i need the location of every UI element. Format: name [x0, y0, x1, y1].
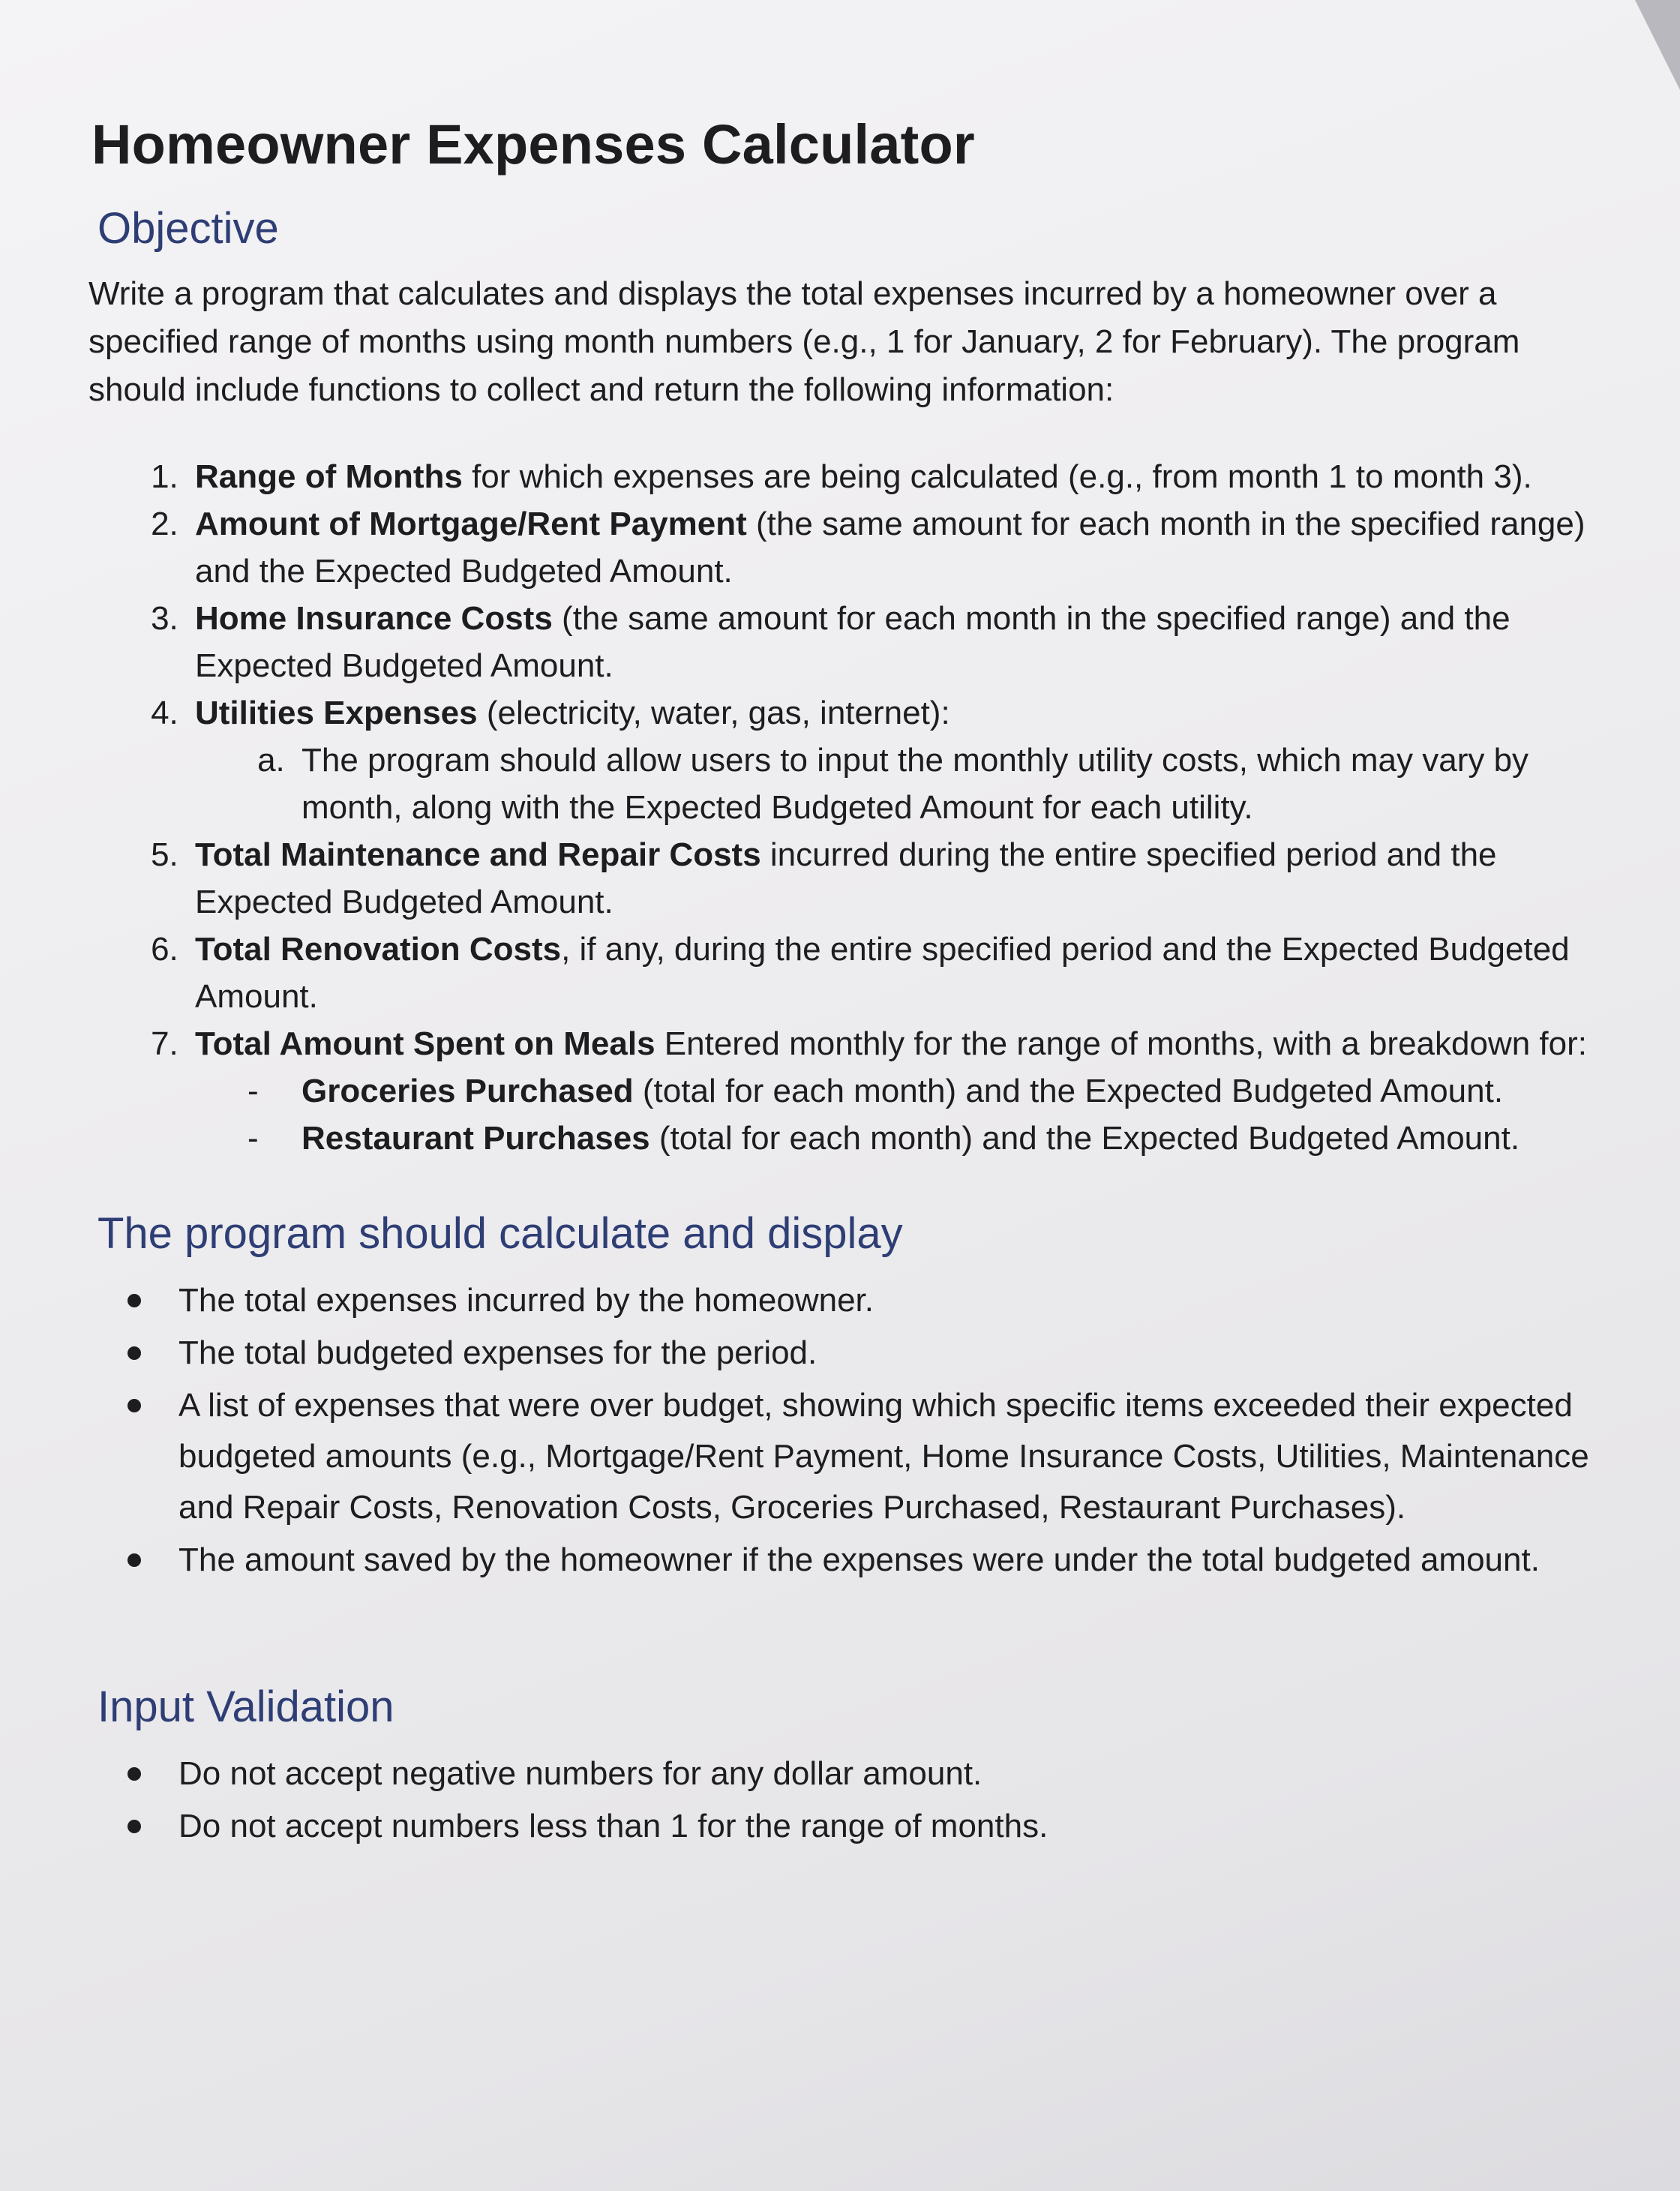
requirement-item — [188, 595, 1590, 689]
page-corner-shadow — [1635, 0, 1680, 90]
display-item: The amount saved by the homeowner if the expenses were under the total budgeted amount. — [178, 1535, 1590, 1586]
meals-breakdown-list — [195, 1067, 1590, 1162]
requirement-item — [188, 926, 1590, 1020]
requirement-item — [188, 500, 1590, 595]
requirements-list — [88, 453, 1590, 1162]
breakdown-label: Groceries Purchased — [302, 1073, 634, 1109]
page-title: Homeowner Expenses Calculator — [92, 113, 975, 176]
breakdown-text: (total for each month) and the Expected Budgeted Amount. — [633, 1073, 1504, 1109]
objective-intro: Write a program that calculates and displays the total expenses incurred by a homeowner over a specified range of months using month numbers (e.g., 1 for January, 2 for February). The program should include functions to collect and return the following information: — [88, 275, 1520, 408]
display-heading: The program should calculate and display — [98, 1209, 903, 1258]
requirement-text: Entered monthly for the range of months, with a breakdown for: — [655, 1025, 1588, 1062]
requirement-text: incurred during the entire specified period and the Expected Budgeted Amount. — [195, 836, 1497, 920]
validation-heading: Input Validation — [98, 1682, 394, 1731]
breakdown-text: (total for each month) and the Expected Budgeted Amount. — [650, 1120, 1520, 1157]
requirement-text: (the same amount for each month in the specified range) and the Expected Budgeted Amount. — [195, 600, 1510, 684]
meals-breakdown-item — [248, 1067, 1590, 1115]
display-list — [88, 1275, 1590, 1586]
requirement-label: Home Insurance Costs — [195, 600, 553, 637]
requirement-item — [188, 831, 1590, 926]
requirement-text: , if any, during the entire specified period and the Expected Budgeted Amount. — [195, 931, 1570, 1015]
requirement-label: Total Maintenance and Repair Costs — [195, 836, 761, 873]
validation-list — [88, 1748, 1590, 1852]
requirement-item — [188, 1020, 1590, 1162]
objective-heading: Objective — [98, 204, 279, 253]
display-item: The total budgeted expenses for the period. — [178, 1328, 1590, 1379]
validation-item: Do not accept negative numbers for any dollar amount. — [178, 1748, 1590, 1799]
requirement-text: (electricity, water, gas, internet): — [477, 695, 950, 731]
requirement-label: Amount of Mortgage/Rent Payment — [195, 506, 747, 542]
meals-breakdown-item — [248, 1115, 1590, 1162]
requirement-label: Range of Months — [195, 458, 463, 495]
requirement-label: Total Amount Spent on Meals — [195, 1025, 656, 1062]
requirement-label: Utilities Expenses — [195, 695, 478, 731]
display-item: A list of expenses that were over budget, showing which specific items exceeded their expected budgeted amounts (e.g., Mortgage/Rent Payment, Home Insurance Costs, Utilities, Maintenance and Repair Costs, Renovation Costs, Groceries Purchased, Restaurant Purchases). — [178, 1380, 1590, 1533]
requirement-label: Total Renovation Costs — [195, 931, 562, 968]
utilities-sublist — [195, 737, 1590, 831]
utilities-subitem: a. The program should allow users to input the monthly utility costs, which may vary by month, along with the Expected Budgeted Amount for each utility. — [294, 737, 1590, 831]
breakdown-label: Restaurant Purchases — [302, 1120, 650, 1157]
requirement-text: for which expenses are being calculated (e.g., from month 1 to month 3). — [462, 458, 1532, 495]
requirement-item — [188, 689, 1590, 831]
requirement-item — [188, 453, 1590, 500]
requirement-text: (the same amount for each month in the specified range) and the Expected Budgeted Amount. — [195, 506, 1586, 590]
display-item: The total expenses incurred by the homeowner. — [178, 1275, 1590, 1326]
validation-item: Do not accept numbers less than 1 for the range of months. — [178, 1801, 1590, 1852]
